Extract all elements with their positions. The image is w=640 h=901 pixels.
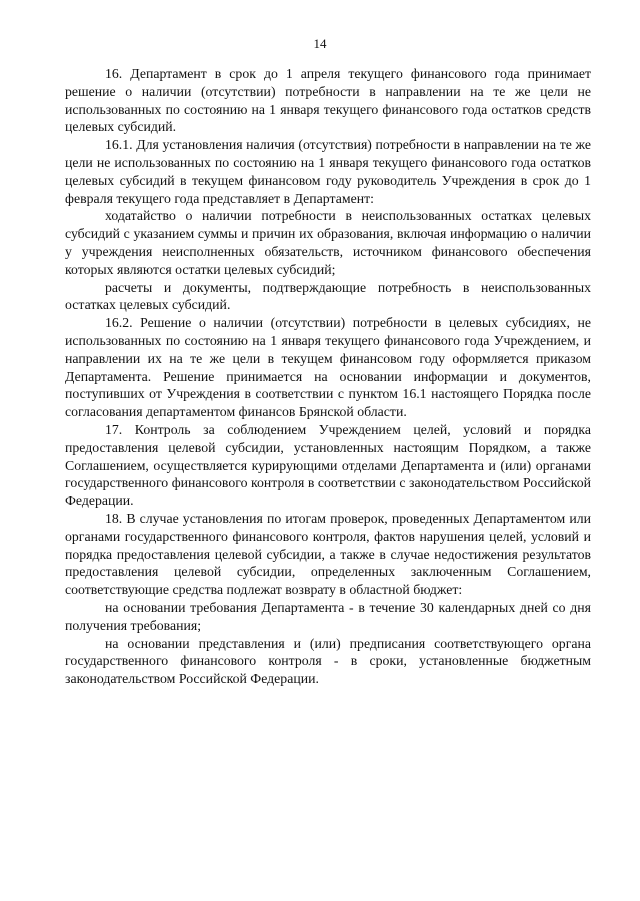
- document-body: [65, 65, 591, 688]
- paragraph-calculations-item: расчеты и документы, подтверждающие потребность в неиспользованных остатках целевых субсидий.: [65, 279, 591, 313]
- paragraph-16: 16. Департамент в срок до 1 апреля текущего финансового года принимает решение о наличии (отсутствии) потребности в направлении на те же цели не использованных по состоянию на 1 января текущего финансового года остатков средств целевых субсидий.: [65, 66, 591, 135]
- paragraph-representation-item: на основании представления и (или) предписания соответствующего органа государственного финансового контроля - в сроки, установленные бюджетным законодательством Российской Федерации.: [65, 635, 591, 687]
- paragraph-16-1: 16.1. Для установления наличия (отсутствия) потребности в направлении на те же цели не использованных по состоянию на 1 января текущего финансового года остатков целевых субсидий в текущем финансовом году руководитель Учреждения в срок до 1 февраля текущего года представляет в Департамент:: [65, 137, 591, 206]
- paragraph-16-2: 16.2. Решение о наличии (отсутствии) потребности в целевых субсидиях, не использованных по состоянию на 1 января текущего финансового года Учреждением, и направлении их на те же цели в текущем финансовом году оформляется приказом Департамента. Решение принимается на основании информации и документов, поступивших от Учреждения в соответствии с пунктом 16.1 настоящего Порядка после согласования департаментом финансов Брянской области.: [65, 315, 591, 420]
- paragraph-17: 17. Контроль за соблюдением Учреждением целей, условий и порядка предоставления целевой субсидии, установленных настоящим Порядком, а также Соглашением, осуществляется курирующими отделами Департамента и (или) органами государственного финансового контроля в соответствии с законодательством Российской Федерации.: [65, 421, 591, 509]
- page-number: 14: [313, 36, 327, 51]
- paragraph-18: 18. В случае установления по итогам проверок, проведенных Департаментом или органами государственного финансового контроля, фактов нарушения целей, условий и порядка предоставления целевой субсидии, а также в случае недостижения результатов предоставления целевой субсидии, определенных заключенным Соглашением, соответствующие средства подлежат возврату в областной бюджет:: [65, 510, 591, 598]
- paragraph-requirement-item: на основании требования Департамента - в течение 30 календарных дней со дня получения требования;: [65, 599, 591, 633]
- paragraph-petition-item: ходатайство о наличии потребности в неиспользованных остатках целевых субсидий с указанием суммы и причин их образования, включая информацию о наличии у учреждения неисполненных обязательств, источником финансового обеспечения которых являются остатки целевых субсидий;: [65, 208, 591, 277]
